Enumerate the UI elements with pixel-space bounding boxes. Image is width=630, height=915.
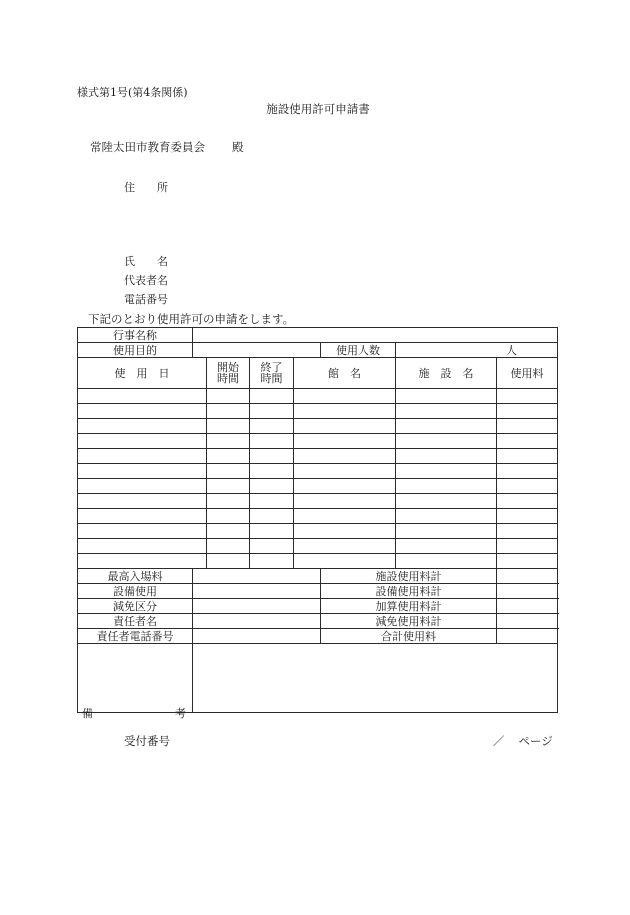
usage-date-cell[interactable] bbox=[78, 404, 207, 419]
summary-left-field[interactable] bbox=[193, 569, 321, 584]
form-number: 様式第1号(第4条関係) bbox=[77, 86, 188, 99]
remarks-label-right: 考 bbox=[175, 707, 186, 720]
remarks-field[interactable] bbox=[193, 644, 558, 713]
usage-end-cell[interactable] bbox=[250, 479, 294, 494]
summary-rows bbox=[78, 569, 558, 644]
page-label: ページ bbox=[518, 734, 553, 748]
application-table bbox=[77, 327, 558, 720]
usage-hall-cell[interactable] bbox=[294, 479, 396, 494]
usage-hall-cell[interactable] bbox=[294, 464, 396, 479]
phone-label: 電話番号 bbox=[124, 293, 168, 306]
usage-end-cell[interactable] bbox=[250, 494, 294, 509]
usage-date-cell[interactable] bbox=[78, 524, 207, 539]
usage-row bbox=[78, 404, 558, 419]
usage-hall-cell[interactable] bbox=[294, 524, 396, 539]
usage-end-cell[interactable] bbox=[250, 464, 294, 479]
usage-facility-cell[interactable] bbox=[396, 464, 497, 479]
usage-start-cell[interactable] bbox=[207, 494, 250, 509]
date-header: 使 用 日 bbox=[78, 358, 207, 389]
usage-hall-cell[interactable] bbox=[294, 509, 396, 524]
intro-text: 下記のとおり使用許可の申請をします。 bbox=[88, 312, 295, 326]
usage-fee-cell[interactable] bbox=[497, 539, 558, 554]
usage-date-cell[interactable] bbox=[78, 509, 207, 524]
usage-row bbox=[78, 479, 558, 494]
usage-date-cell[interactable] bbox=[78, 389, 207, 404]
purpose-label: 使用目的 bbox=[78, 343, 193, 358]
usage-start-cell[interactable] bbox=[207, 419, 250, 434]
usage-date-cell[interactable] bbox=[78, 464, 207, 479]
summary-row bbox=[78, 569, 558, 584]
summary-right-label: 減免使用料計 bbox=[321, 614, 497, 629]
usage-row bbox=[78, 434, 558, 449]
summary-right-field[interactable] bbox=[497, 629, 558, 644]
usage-hall-cell[interactable] bbox=[294, 434, 396, 449]
attendance-label: 使用人数 bbox=[321, 343, 396, 358]
usage-fee-cell[interactable] bbox=[497, 419, 558, 434]
usage-hall-cell[interactable] bbox=[294, 554, 396, 569]
event-name-label: 行事名称 bbox=[78, 328, 193, 343]
usage-hall-cell[interactable] bbox=[294, 419, 396, 434]
usage-facility-cell[interactable] bbox=[396, 539, 497, 554]
usage-start-cell[interactable] bbox=[207, 524, 250, 539]
usage-date-cell[interactable] bbox=[78, 539, 207, 554]
summary-right-label: 設備使用料計 bbox=[321, 584, 497, 599]
summary-right-field[interactable] bbox=[497, 569, 558, 584]
usage-facility-cell[interactable] bbox=[396, 389, 497, 404]
summary-left-label: 最高入場料 bbox=[78, 569, 193, 584]
usage-fee-cell[interactable] bbox=[497, 434, 558, 449]
usage-fee-cell[interactable] bbox=[497, 554, 558, 569]
purpose-row bbox=[78, 343, 558, 358]
usage-row bbox=[78, 539, 558, 554]
page-separator: ／ bbox=[493, 734, 505, 748]
usage-fee-cell[interactable] bbox=[497, 479, 558, 494]
usage-hall-cell[interactable] bbox=[294, 389, 396, 404]
usage-row bbox=[78, 554, 558, 569]
summary-row bbox=[78, 599, 558, 614]
usage-facility-cell[interactable] bbox=[396, 449, 497, 464]
attendance-field[interactable] bbox=[396, 343, 558, 358]
usage-end-cell[interactable] bbox=[250, 389, 294, 404]
receipt-number-label: 受付番号 bbox=[124, 734, 170, 748]
summary-left-label: 責任者名 bbox=[78, 614, 193, 629]
usage-start-cell[interactable] bbox=[207, 539, 250, 554]
purpose-field[interactable] bbox=[193, 343, 321, 358]
remarks-label bbox=[78, 644, 193, 720]
summary-right-label: 合計使用料 bbox=[321, 629, 497, 644]
name-label: 氏 名 bbox=[124, 255, 168, 268]
usage-hall-cell[interactable] bbox=[294, 494, 396, 509]
usage-rows bbox=[78, 389, 558, 569]
usage-end-cell[interactable] bbox=[250, 539, 294, 554]
usage-date-cell[interactable] bbox=[78, 449, 207, 464]
usage-start-cell[interactable] bbox=[207, 449, 250, 464]
page-indicator bbox=[493, 736, 553, 748]
usage-facility-cell[interactable] bbox=[396, 404, 497, 419]
usage-facility-cell[interactable] bbox=[396, 479, 497, 494]
address-label: 住 所 bbox=[124, 181, 168, 194]
usage-row bbox=[78, 524, 558, 539]
remarks-label-left: 備 bbox=[82, 707, 93, 720]
event-name-row bbox=[78, 328, 558, 343]
document-title: 施設使用許可申請書 bbox=[266, 102, 370, 116]
summary-left-label: 責任者電話番号 bbox=[78, 629, 193, 644]
summary-right-label: 施設使用料計 bbox=[321, 569, 497, 584]
summary-left-field[interactable] bbox=[193, 599, 321, 614]
usage-end-cell[interactable] bbox=[250, 554, 294, 569]
usage-start-cell[interactable] bbox=[207, 404, 250, 419]
usage-facility-cell[interactable] bbox=[396, 524, 497, 539]
summary-right-field[interactable] bbox=[497, 584, 558, 599]
usage-date-cell[interactable] bbox=[78, 479, 207, 494]
usage-hall-cell[interactable] bbox=[294, 449, 396, 464]
usage-hall-cell[interactable] bbox=[294, 539, 396, 554]
usage-fee-cell[interactable] bbox=[497, 464, 558, 479]
usage-facility-cell[interactable] bbox=[396, 434, 497, 449]
summary-left-field[interactable] bbox=[193, 614, 321, 629]
usage-row bbox=[78, 419, 558, 434]
usage-facility-cell[interactable] bbox=[396, 419, 497, 434]
representative-label: 代表者名 bbox=[124, 274, 168, 287]
usage-start-cell[interactable] bbox=[207, 464, 250, 479]
summary-right-label: 加算使用料計 bbox=[321, 599, 497, 614]
usage-end-cell[interactable] bbox=[250, 449, 294, 464]
usage-facility-cell[interactable] bbox=[396, 494, 497, 509]
usage-fee-cell[interactable] bbox=[497, 509, 558, 524]
facility-header: 施 設 名 bbox=[396, 358, 497, 389]
usage-fee-cell[interactable] bbox=[497, 449, 558, 464]
usage-row bbox=[78, 509, 558, 524]
usage-facility-cell[interactable] bbox=[396, 509, 497, 524]
start-time-header: 開始 時間 bbox=[207, 358, 250, 389]
usage-end-cell[interactable] bbox=[250, 509, 294, 524]
usage-end-cell[interactable] bbox=[250, 524, 294, 539]
usage-hall-cell[interactable] bbox=[294, 404, 396, 419]
usage-end-cell[interactable] bbox=[250, 434, 294, 449]
usage-row bbox=[78, 449, 558, 464]
summary-left-label: 減免区分 bbox=[78, 599, 193, 614]
recipient: 常陸太田市教育委員会 bbox=[90, 140, 205, 154]
usage-fee-cell[interactable] bbox=[497, 389, 558, 404]
usage-end-cell[interactable] bbox=[250, 419, 294, 434]
usage-start-cell[interactable] bbox=[207, 389, 250, 404]
usage-date-cell[interactable] bbox=[78, 434, 207, 449]
fee-header: 使用料 bbox=[497, 358, 558, 389]
honorific: 殿 bbox=[232, 140, 244, 154]
usage-fee-cell[interactable] bbox=[497, 404, 558, 419]
summary-right-field[interactable] bbox=[497, 614, 558, 629]
usage-start-cell[interactable] bbox=[207, 434, 250, 449]
event-name-field[interactable] bbox=[193, 328, 558, 343]
attendance-unit: 人 bbox=[506, 343, 518, 357]
summary-row bbox=[78, 629, 558, 644]
usage-start-cell[interactable] bbox=[207, 554, 250, 569]
summary-row bbox=[78, 584, 558, 599]
usage-end-cell[interactable] bbox=[250, 404, 294, 419]
remarks-row bbox=[78, 644, 558, 713]
usage-fee-cell[interactable] bbox=[497, 524, 558, 539]
hall-header: 館 名 bbox=[294, 358, 396, 389]
summary-right-field[interactable] bbox=[497, 599, 558, 614]
usage-start-cell[interactable] bbox=[207, 509, 250, 524]
summary-left-label: 設備使用 bbox=[78, 584, 193, 599]
usage-row bbox=[78, 389, 558, 404]
usage-row bbox=[78, 494, 558, 509]
usage-date-cell[interactable] bbox=[78, 554, 207, 569]
summary-left-field[interactable] bbox=[193, 584, 321, 599]
usage-row bbox=[78, 464, 558, 479]
summary-row bbox=[78, 614, 558, 629]
end-time-header: 終了 時間 bbox=[250, 358, 294, 389]
usage-facility-cell[interactable] bbox=[396, 554, 497, 569]
usage-fee-cell[interactable] bbox=[497, 494, 558, 509]
usage-start-cell[interactable] bbox=[207, 479, 250, 494]
summary-left-field[interactable] bbox=[193, 629, 321, 644]
usage-date-cell[interactable] bbox=[78, 494, 207, 509]
usage-header-row bbox=[78, 358, 558, 389]
usage-date-cell[interactable] bbox=[78, 419, 207, 434]
